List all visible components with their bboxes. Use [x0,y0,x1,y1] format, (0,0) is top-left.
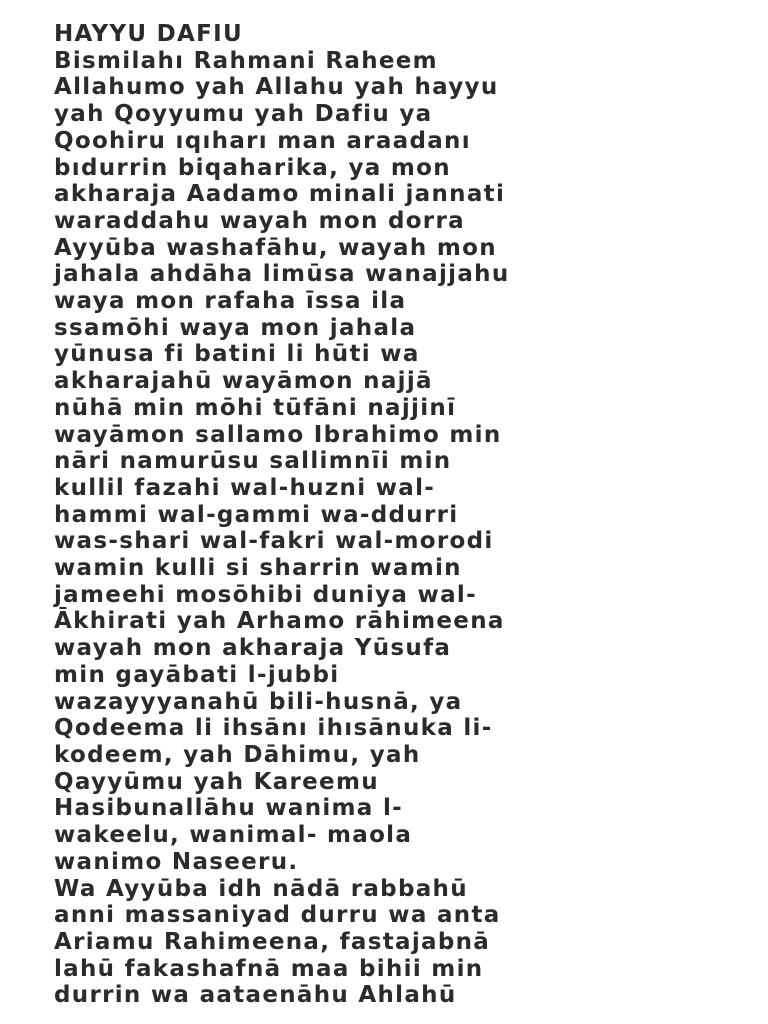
text-line: wanimo Naseeru. [54,848,299,875]
text-line: jahala ahdāha limūsa wanajjahu [54,261,510,288]
text-line: Bismilahı Rahmani Raheem [54,47,438,74]
text-line: akharajahū wayāmon najjā [54,368,433,395]
text-line: durrin wa aataenāhu Ahlahū [54,982,457,1009]
text-line: ssamōhi waya mon jahala [54,314,417,341]
text-line: jameehi mosōhibi duniya wal- [54,581,477,608]
text-line: wayāmon sallamo Ibrahimo min [54,421,502,448]
text-line: min gayābati l-jubbi [54,661,340,688]
text-line: nāri namurūsu sallimnīi min [54,448,452,475]
text-line: nūhā min mōhi tūfāni najjinī [54,394,457,421]
text-line: kodeem, yah Dāhimu, yah [54,741,421,768]
text-line: Hasibunallāhu wanima l- [54,795,403,822]
text-line: wayah mon akharaja Yūsufa [54,635,452,662]
text-line: waya mon rafaha īssa ila [54,288,407,315]
text-line: hammi wal-gammi wa-ddurri [54,501,459,528]
text-line: anni massaniyad durru wa anta [54,902,501,929]
text-line: yūnusa fi batini li hūti wa [54,341,420,368]
text-line: Ariamu Rahimeena, fastajabnā [54,928,491,955]
text-line: Wa Ayyūba idh nādā rabbahū [54,875,468,902]
text-line: waraddahu wayah mon dorra [54,207,465,234]
text-line: was-shari wal-fakri wal-morodi [54,528,494,555]
text-line: bıdurrin biqaharika, ya mon [54,154,451,181]
text-line: Qayyūmu yah Kareemu [54,768,379,795]
text-line: Ayyūba washafāhu, wayah mon [54,234,497,261]
text-line: akharaja Aadamo minali jannati [54,181,506,208]
text-line: lahū fakashafnā maa bihii min [54,955,484,982]
prayer-text [54,21,754,1009]
text-line: wazayyyanahū bili-husnā, ya [54,688,463,715]
text-line: Qodeema li ihsānı ihısānuka li- [54,715,493,742]
text-line: wamin kulli si sharrin wamin [54,555,462,582]
text-line: Ākhirati yah Arhamo rāhimeena [54,608,505,635]
text-line: yah Qoyyumu yah Dafiu ya [54,101,433,128]
text-line: kullil fazahi wal-huzni wal- [54,474,436,501]
text-line: wakeelu, wanimal- maola [54,822,413,849]
text-line: Qoohiru ıqıharı man araadanı [54,127,471,154]
document-title: HAYYU DAFIU [54,21,243,47]
text-line: Allahumo yah Allahu yah hayyu [54,74,499,101]
